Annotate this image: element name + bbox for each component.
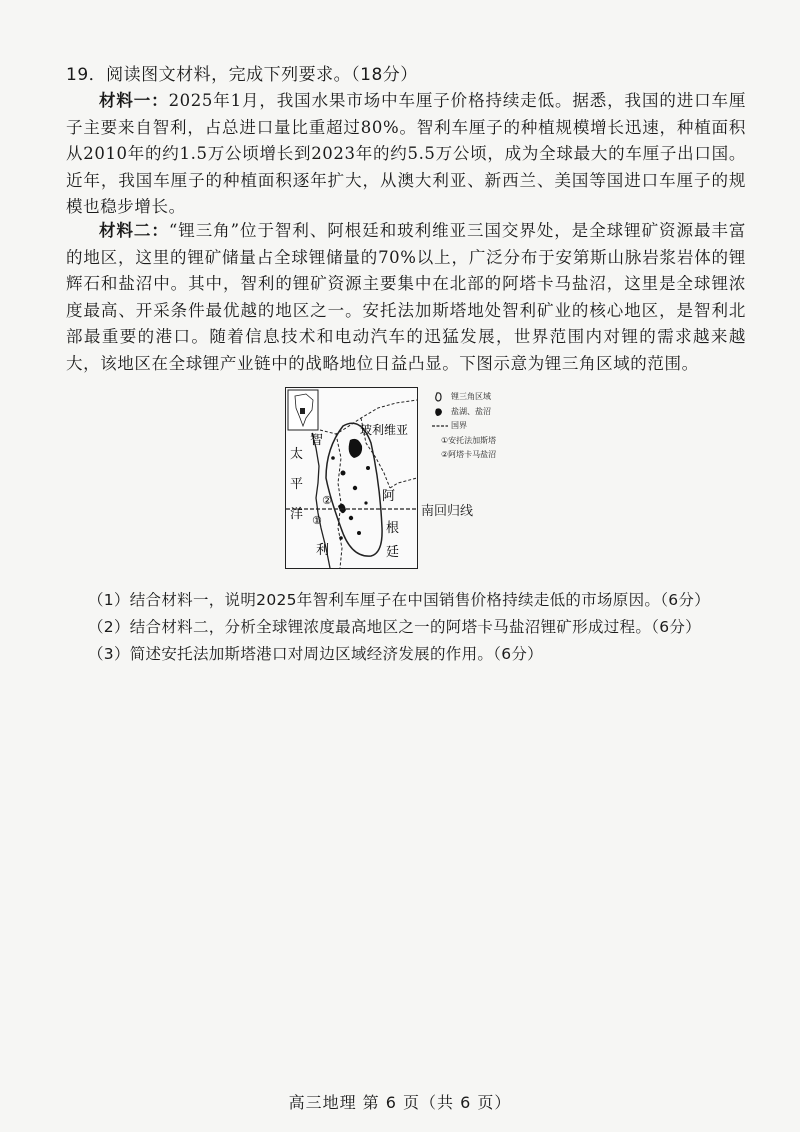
label-argentina-2: 根 [386,521,400,536]
salt-flat [364,501,367,504]
border-paraguay [390,478,417,488]
salt-flat-symbol-icon [432,407,448,417]
salt-flat [331,456,335,460]
salt-flat [366,466,370,470]
marker-atacama: ② [322,494,332,507]
legend-item1-text: ①安托法加斯塔 [441,435,497,445]
label-pacific-3: 洋 [290,507,304,522]
material-two-label: 材料二： [99,221,169,240]
label-argentina-3: 廷 [386,545,400,560]
label-pacific-2: 平 [290,477,304,492]
border-symbol-icon [432,421,448,431]
map-legend [432,390,496,463]
border-chile-argentina [336,434,342,568]
material-two [66,218,746,377]
salt-flat-uyuni [349,439,362,458]
legend-border-text: 国界 [451,421,467,430]
label-argentina-1: 阿 [382,489,396,504]
lithium-triangle-map [285,387,418,569]
salt-flat [349,516,353,520]
legend-row-item1 [432,434,496,449]
legend-item2-text: ②阿塔卡马盐沼 [441,450,497,459]
legend-row-salt [432,405,496,420]
material-one [66,88,746,221]
legend-triangle-text: 锂三角区域 [451,392,491,401]
legend-salt-text: 盐湖、盐沼 [451,406,491,416]
legend-row-triangle [432,390,496,405]
label-chile-bottom: 利 [316,543,330,558]
map-svg [286,388,417,568]
legend-row-item2 [432,448,496,463]
question-list [88,587,710,668]
salt-flat [339,536,343,540]
material-one-text: 2025年1月，我国水果市场中车厘子价格持续走低。据悉，我国的进口车厘子主要来自智利，占总进口量比重超过80%。智利车厘子的种植规模增长迅速，种植面积从2010年的约1.5万公顷增长到2023年的约5.5万公顷，成为全球最大的车厘子出口国。近年，我国车厘子的种植面积逐年扩大，从澳大利亚、新西兰、美国等国进口车厘子的规模也稳步增长。 [66,91,746,216]
marker-antofagasta: ① [312,514,322,527]
triangle-symbol-icon [432,392,448,402]
tropic-label: 南回归线 [421,504,474,519]
legend-row-border [432,419,496,434]
sub-question-1: （1）结合材料一，说明2025年智利车厘子在中国销售价格持续走低的市场原因。（6分） [88,591,711,609]
page-footer: 高三地理 第 6 页（共 6 页） [288,1093,512,1112]
inset-highlight [300,408,305,414]
salt-flat [353,486,357,490]
label-bolivia: 玻利维亚 [360,423,409,437]
sub-question-2: （2）结合材料二，分析全球锂浓度最高地区之一的阿塔卡马盐沼锂矿形成过程。（6分） [88,618,701,636]
label-pacific-1: 太 [290,447,304,462]
salt-flat [341,471,346,476]
material-one-label: 材料一： [99,91,169,110]
material-two-text: “锂三角”位于智利、阿根廷和玻利维亚三国交界处，是全球锂矿资源最丰富的地区，这里的锂矿储量占全球锂储量的70%以上，广泛分布于安第斯山脉岩浆岩体的锂辉石和盐沼中。其中，智利的锂矿资源主要集中在北部的阿塔卡马盐沼，这里是全球锂浓度最高、开采条件最优越的地区之一。安托法加斯塔地处智利矿业的核心地区，是智利北部最重要的港口。随着信息技术和电动汽车的迅猛发展，世界范围内对锂的需求越来越大，该地区在全球锂产业链中的战略地位日益凸显。下图示意为锂三角区域的范围。 [66,221,746,373]
question-title: 19．阅读图文材料，完成下列要求。（18分） [66,65,418,85]
salt-flat [357,531,361,535]
sub-question-3: （3）简述安托法加斯塔港口对周边区域经济发展的作用。（6分） [88,645,543,663]
label-chile-top: 智 [310,433,324,448]
